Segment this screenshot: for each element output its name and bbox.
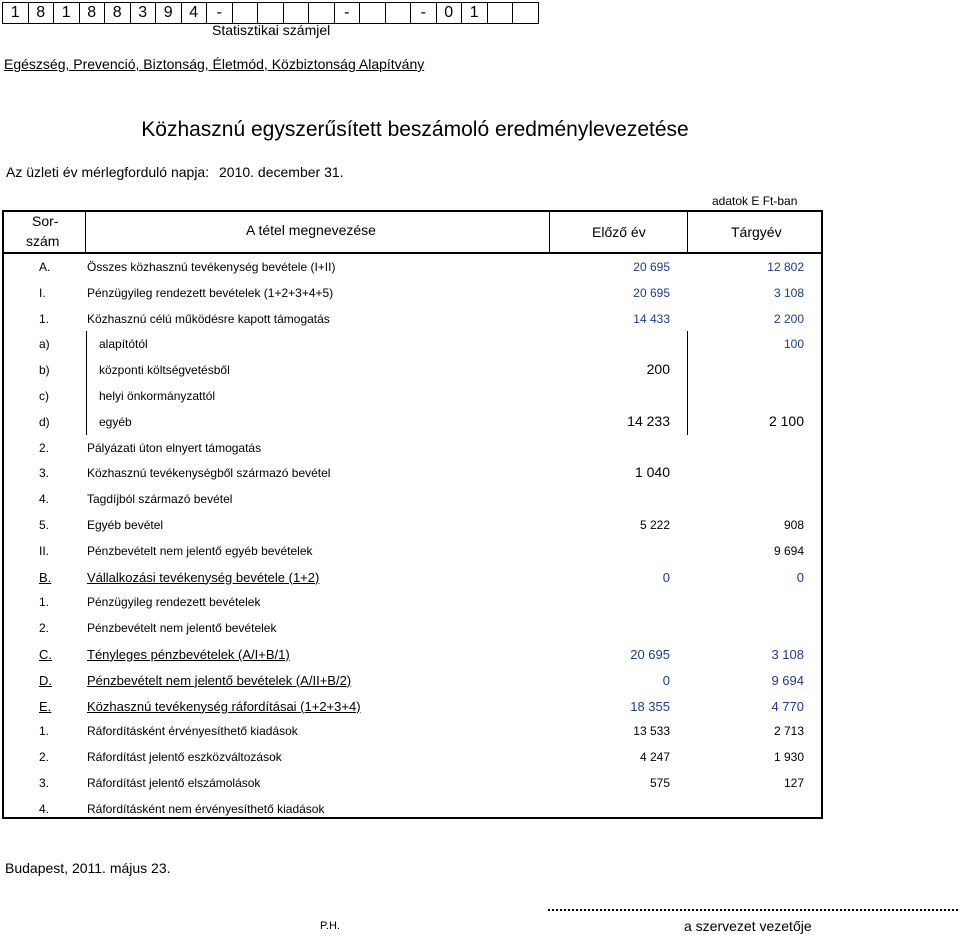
row-number: A. xyxy=(39,260,51,274)
statistical-code-caption: Statisztikai számjel xyxy=(212,22,331,38)
row-number: d) xyxy=(39,414,50,429)
row-item-name: Tényleges pénzbevételek (A/I+B/1) xyxy=(87,646,290,662)
row-number: 1. xyxy=(39,595,50,610)
balance-date-label: Az üzleti év mérlegforduló napja: xyxy=(6,164,210,180)
row-number: B. xyxy=(39,569,52,585)
row-previous-year: 0 xyxy=(662,672,670,688)
header-previous-year xyxy=(550,212,688,252)
stat-code-cell: 4 xyxy=(181,2,208,24)
row-item-name: Pénzbevételt nem jelentő egyéb bevételek xyxy=(87,543,313,558)
table-row xyxy=(4,306,821,332)
row-number: 4. xyxy=(39,492,50,507)
stat-code-cell xyxy=(385,2,412,24)
stamp-placeholder: P.H. xyxy=(320,920,340,932)
table-row xyxy=(4,564,821,590)
table-body xyxy=(4,254,821,822)
stat-code-cell: 9 xyxy=(155,2,182,24)
row-number: 1. xyxy=(39,311,50,326)
stat-code-cell xyxy=(512,2,539,24)
header-current-year-label: Tárgyév xyxy=(731,224,782,240)
row-current-year: 9 694 xyxy=(773,543,804,558)
row-item-name: Pénzbevételt nem jelentő bevételek xyxy=(87,621,277,636)
row-item-name: központi költségvetésből xyxy=(99,363,230,378)
stat-code-cell: - xyxy=(410,2,437,24)
signature-line xyxy=(548,909,958,911)
row-previous-year: 14 233 xyxy=(627,412,670,429)
row-number: 2. xyxy=(39,621,50,636)
row-previous-year: 200 xyxy=(646,361,670,378)
row-current-year: 908 xyxy=(783,517,804,532)
row-previous-year: 5 222 xyxy=(639,517,670,532)
row-current-year: 0 xyxy=(796,569,804,585)
row-previous-year: 575 xyxy=(649,775,670,790)
table-row xyxy=(4,744,821,770)
header-item-name xyxy=(86,212,550,252)
row-previous-year: 20 695 xyxy=(633,260,670,274)
row-current-year: 2 713 xyxy=(773,724,804,739)
balance-date-value: 2010. december 31. xyxy=(219,164,344,180)
row-number: 2. xyxy=(39,750,50,765)
row-previous-year: 18 355 xyxy=(630,698,670,714)
row-number: 3. xyxy=(39,775,50,790)
table-row xyxy=(4,667,821,693)
table-row xyxy=(4,512,821,538)
row-item-name: alapítótól xyxy=(99,337,148,352)
stat-code-cell: 1 xyxy=(2,2,29,24)
row-item-name: Ráfordítást jelentő elszámolások xyxy=(87,775,261,790)
row-number: 3. xyxy=(39,466,50,481)
row-number: II. xyxy=(39,543,50,558)
row-item-name: Közhasznú tevékenység ráfordításai (1+2+3+4) xyxy=(87,698,361,714)
row-item-name: Pénzbevételt nem jelentő bevételek (A/II+B/2) xyxy=(87,672,352,688)
row-number: 5. xyxy=(39,517,50,532)
place-and-date: Budapest, 2011. május 23. xyxy=(5,860,171,876)
header-previous-year-label: Előző év xyxy=(592,224,646,240)
row-current-year: 3 108 xyxy=(771,646,804,662)
table-row xyxy=(4,718,821,744)
row-current-year: 2 200 xyxy=(773,311,804,326)
row-current-year: 4 770 xyxy=(771,698,804,714)
row-item-name: Egyéb bevétel xyxy=(87,517,164,532)
stat-code-cell xyxy=(257,2,284,24)
table-row xyxy=(4,486,821,512)
table-row xyxy=(4,409,821,435)
row-item-name: helyi önkormányzattól xyxy=(99,388,216,403)
row-number: c) xyxy=(39,388,49,403)
row-previous-year: 13 533 xyxy=(633,724,670,739)
row-number: I. xyxy=(39,285,46,300)
row-item-name: Pénzügyileg rendezett bevételek xyxy=(87,595,261,610)
stat-code-cell: 1 xyxy=(53,2,80,24)
stat-code-cell: 8 xyxy=(104,2,131,24)
row-number: D. xyxy=(39,672,52,688)
row-item-name: Ráfordítást jelentő eszközváltozások xyxy=(87,750,282,765)
signature-label: a szervezet vezetője xyxy=(684,918,812,934)
stat-code-cell xyxy=(283,2,310,24)
table-row xyxy=(4,770,821,796)
row-item-name: Ráfordításként érvényesíthető kiadások xyxy=(87,724,298,739)
row-item-name: Tagdíjból származó bevétel xyxy=(87,492,233,507)
header-current-year xyxy=(688,212,823,252)
stat-code-cell: - xyxy=(206,2,233,24)
header-item-name-label: A tétel megnevezése xyxy=(246,222,376,238)
table-row xyxy=(4,693,821,719)
income-statement-table xyxy=(2,210,823,819)
table-row xyxy=(4,460,821,486)
stat-code-cell xyxy=(308,2,335,24)
row-item-name: egyéb xyxy=(99,414,132,429)
table-row xyxy=(4,357,821,383)
row-number: 2. xyxy=(39,440,50,455)
row-number: 1. xyxy=(39,724,50,739)
row-current-year: 1 930 xyxy=(773,750,804,765)
table-row xyxy=(4,641,821,667)
row-item-name: Pénzügyileg rendezett bevételek (1+2+3+4+5) xyxy=(87,285,334,300)
units-note: adatok E Ft-ban xyxy=(712,194,798,208)
table-row xyxy=(4,435,821,461)
row-item-name: Ráfordításként nem érvényesíthető kiadások xyxy=(87,801,325,816)
row-item-name: Pályázati úton elnyert támogatás xyxy=(87,440,262,455)
statistical-code xyxy=(2,2,538,24)
row-current-year: 9 694 xyxy=(771,672,804,688)
row-current-year: 100 xyxy=(783,337,804,352)
table-row xyxy=(4,254,821,280)
stat-code-cell: 1 xyxy=(461,2,488,24)
row-current-year: 3 108 xyxy=(773,285,804,300)
row-number: 4. xyxy=(39,801,50,816)
row-current-year: 127 xyxy=(783,775,804,790)
row-number: C. xyxy=(39,646,52,662)
table-row xyxy=(4,331,821,357)
table-row xyxy=(4,280,821,306)
header-row-number xyxy=(4,212,86,252)
stat-code-cell xyxy=(359,2,386,24)
stat-code-cell: - xyxy=(334,2,361,24)
row-previous-year: 4 247 xyxy=(639,750,670,765)
row-item-name: Vállalkozási tevékenység bevétele (1+2) xyxy=(87,569,320,585)
row-item-name: Közhasznú célú működésre kapott támogatás xyxy=(87,311,330,326)
stat-code-cell: 8 xyxy=(79,2,106,24)
stat-code-cell: 0 xyxy=(436,2,463,24)
organization-name: Egészség, Prevenció, Biztonság, Életmód, Közbiztonság Alapítvány xyxy=(4,56,425,72)
row-previous-year: 20 695 xyxy=(630,646,670,662)
row-previous-year: 20 695 xyxy=(633,285,670,300)
row-item-name: Összes közhasznú tevékenység bevétele (I+II) xyxy=(87,260,336,274)
row-previous-year: 14 433 xyxy=(633,311,670,326)
row-number: b) xyxy=(39,363,50,378)
row-number: a) xyxy=(39,337,50,352)
stat-code-cell xyxy=(487,2,514,24)
table-row xyxy=(4,796,821,822)
row-current-year: 2 100 xyxy=(768,412,804,429)
table-row xyxy=(4,615,821,641)
page-title: Közhasznú egyszerűsített beszámoló eredménylevezetése xyxy=(141,118,689,141)
table-row xyxy=(4,538,821,564)
row-previous-year: 0 xyxy=(662,569,670,585)
balance-date-line xyxy=(6,164,344,180)
stat-code-cell: 8 xyxy=(28,2,55,24)
table-row xyxy=(4,383,821,409)
header-row-number-line2: szám xyxy=(26,233,60,249)
stat-code-cell: 3 xyxy=(130,2,157,24)
header-row-number-line1: Sor- xyxy=(32,213,59,229)
row-previous-year: 1 040 xyxy=(634,464,670,481)
table-row xyxy=(4,589,821,615)
stat-code-cell xyxy=(232,2,259,24)
row-number: E. xyxy=(39,698,52,714)
row-item-name: Közhasznú tevékenységből származó bevétel xyxy=(87,466,331,481)
row-current-year: 12 802 xyxy=(767,260,804,274)
